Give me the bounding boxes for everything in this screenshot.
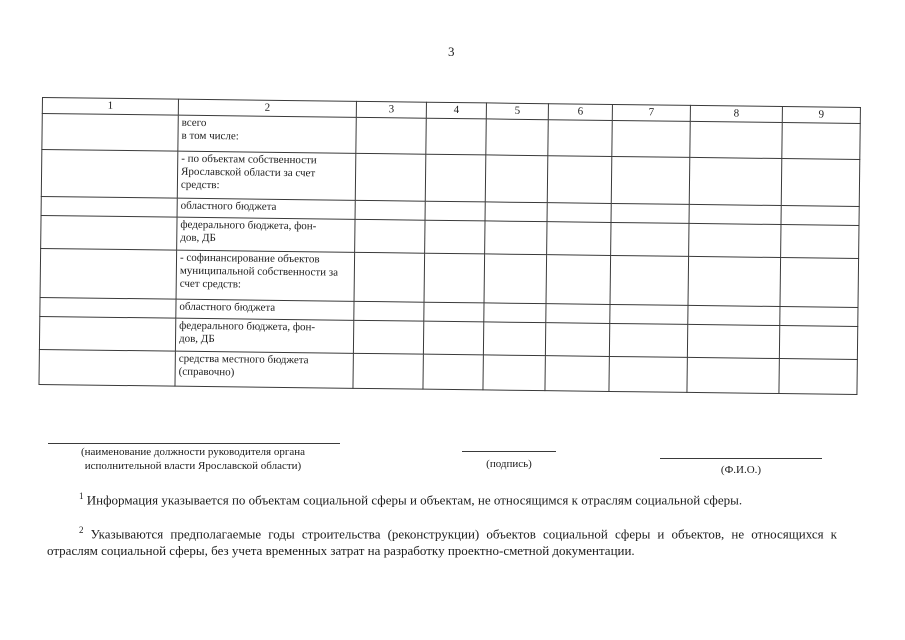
table-cell	[610, 255, 689, 305]
name-caption: (Ф.И.О.)	[720, 464, 762, 476]
table-cell	[485, 155, 548, 203]
table-cell	[353, 320, 423, 354]
table-cell	[688, 256, 781, 306]
table-cell	[687, 357, 779, 393]
budget-table	[38, 97, 860, 395]
row-label: федерального бюджета, фон- дов, ДБ	[177, 217, 355, 252]
table-cell	[546, 304, 610, 324]
position-signature-line	[48, 443, 340, 444]
table-cell	[779, 326, 857, 360]
table-cell	[781, 225, 859, 259]
footnote-1-mark: 1	[79, 491, 84, 501]
column-header-8: 8	[690, 105, 782, 122]
table-cell	[355, 219, 425, 253]
table-cell	[41, 196, 177, 217]
footnote-1-text: Информация указывается по объектам социальной сферы и объектам, не относящимся к отраслям социальной сферы.	[86, 492, 743, 508]
table-cell	[781, 206, 859, 226]
signature-caption: (подпись)	[486, 458, 532, 470]
column-header-1: 1	[42, 98, 178, 116]
table-cell	[355, 200, 425, 220]
row-label: средства местного бюджета (справочно)	[175, 351, 353, 388]
table-cell	[485, 202, 547, 222]
table-cell	[423, 321, 483, 355]
table-cell	[781, 159, 860, 207]
table-cell	[425, 154, 486, 202]
column-header-5: 5	[486, 103, 548, 120]
table-cell	[611, 156, 690, 204]
table-cell	[355, 153, 426, 201]
signature-line	[462, 451, 556, 452]
table-cell	[779, 359, 857, 395]
table-cell	[483, 355, 545, 391]
table-cell	[609, 323, 687, 357]
table-cell	[42, 114, 178, 152]
table-cell	[688, 305, 780, 325]
table-cell	[548, 120, 612, 157]
table-cell	[547, 156, 612, 204]
table-cell	[41, 150, 178, 199]
table-cell	[354, 301, 424, 321]
table-cell	[612, 120, 690, 157]
table-cell	[356, 117, 426, 154]
footnote-2-mark: 2	[79, 525, 84, 535]
table-cell	[687, 324, 779, 358]
row-label: областного бюджета	[177, 198, 355, 219]
row-label: - софинансирование объектов муниципальной собственности за счет средств:	[176, 250, 355, 301]
table-cell	[486, 119, 548, 156]
table-cell	[782, 123, 860, 160]
table-cell	[690, 121, 782, 158]
table-cell	[609, 356, 687, 392]
row-label: федерального бюджета, фон- дов, ДБ	[175, 318, 353, 353]
column-header-4: 4	[426, 102, 486, 119]
table-cell	[353, 353, 423, 389]
column-header-7: 7	[612, 104, 690, 121]
table-cell	[423, 354, 483, 390]
table-cell	[425, 220, 485, 254]
row-label: - по объектам собственности Ярославской области за счет средств:	[177, 151, 356, 200]
table-cell	[545, 323, 609, 357]
table-cell	[354, 252, 425, 302]
table-cell	[39, 316, 175, 351]
table-cell	[780, 258, 859, 308]
column-header-3: 3	[356, 101, 426, 118]
table-cell	[425, 201, 485, 221]
table-cell	[689, 223, 781, 257]
table-cell	[545, 356, 609, 392]
table-cell	[485, 221, 547, 255]
table-cell	[546, 255, 611, 305]
column-header-2: 2	[178, 99, 356, 117]
name-signature-line	[660, 458, 822, 459]
table-cell	[689, 204, 781, 224]
table-cell	[39, 349, 175, 386]
table-cell	[547, 203, 611, 223]
position-caption: (наименование должности руководителя органа исполнительной власти Ярославской области)	[81, 446, 305, 472]
table-cell	[424, 253, 485, 303]
row-label: областного бюджета	[176, 299, 354, 320]
table-cell	[611, 203, 689, 223]
footnote-1	[47, 488, 837, 508]
table-cell	[780, 307, 858, 327]
table-cell	[424, 302, 484, 322]
table-cell	[547, 222, 611, 256]
budget-table-wrapper	[38, 97, 860, 395]
footnote-2-text: Указываются предполагаемые годы строительства (реконструкции) объектов социальной сферы и объектов, не относящихся к отраслям социальной сферы, без учета временных затрат на разработку проектно-сметной документации.	[47, 526, 838, 559]
table-cell	[484, 303, 546, 323]
table-cell	[40, 297, 176, 318]
table-cell	[40, 248, 177, 299]
table-cell	[689, 157, 782, 205]
footnote-2	[47, 522, 837, 559]
column-header-9: 9	[782, 107, 860, 124]
table-cell	[610, 304, 688, 324]
table-cell	[611, 222, 689, 256]
column-header-6: 6	[548, 104, 612, 121]
page-number: 3	[448, 44, 455, 59]
table-cell	[484, 254, 547, 304]
table-cell	[41, 215, 177, 250]
table-cell	[483, 322, 545, 356]
row-label: всего в том числе:	[178, 115, 356, 153]
table-cell	[426, 118, 486, 155]
